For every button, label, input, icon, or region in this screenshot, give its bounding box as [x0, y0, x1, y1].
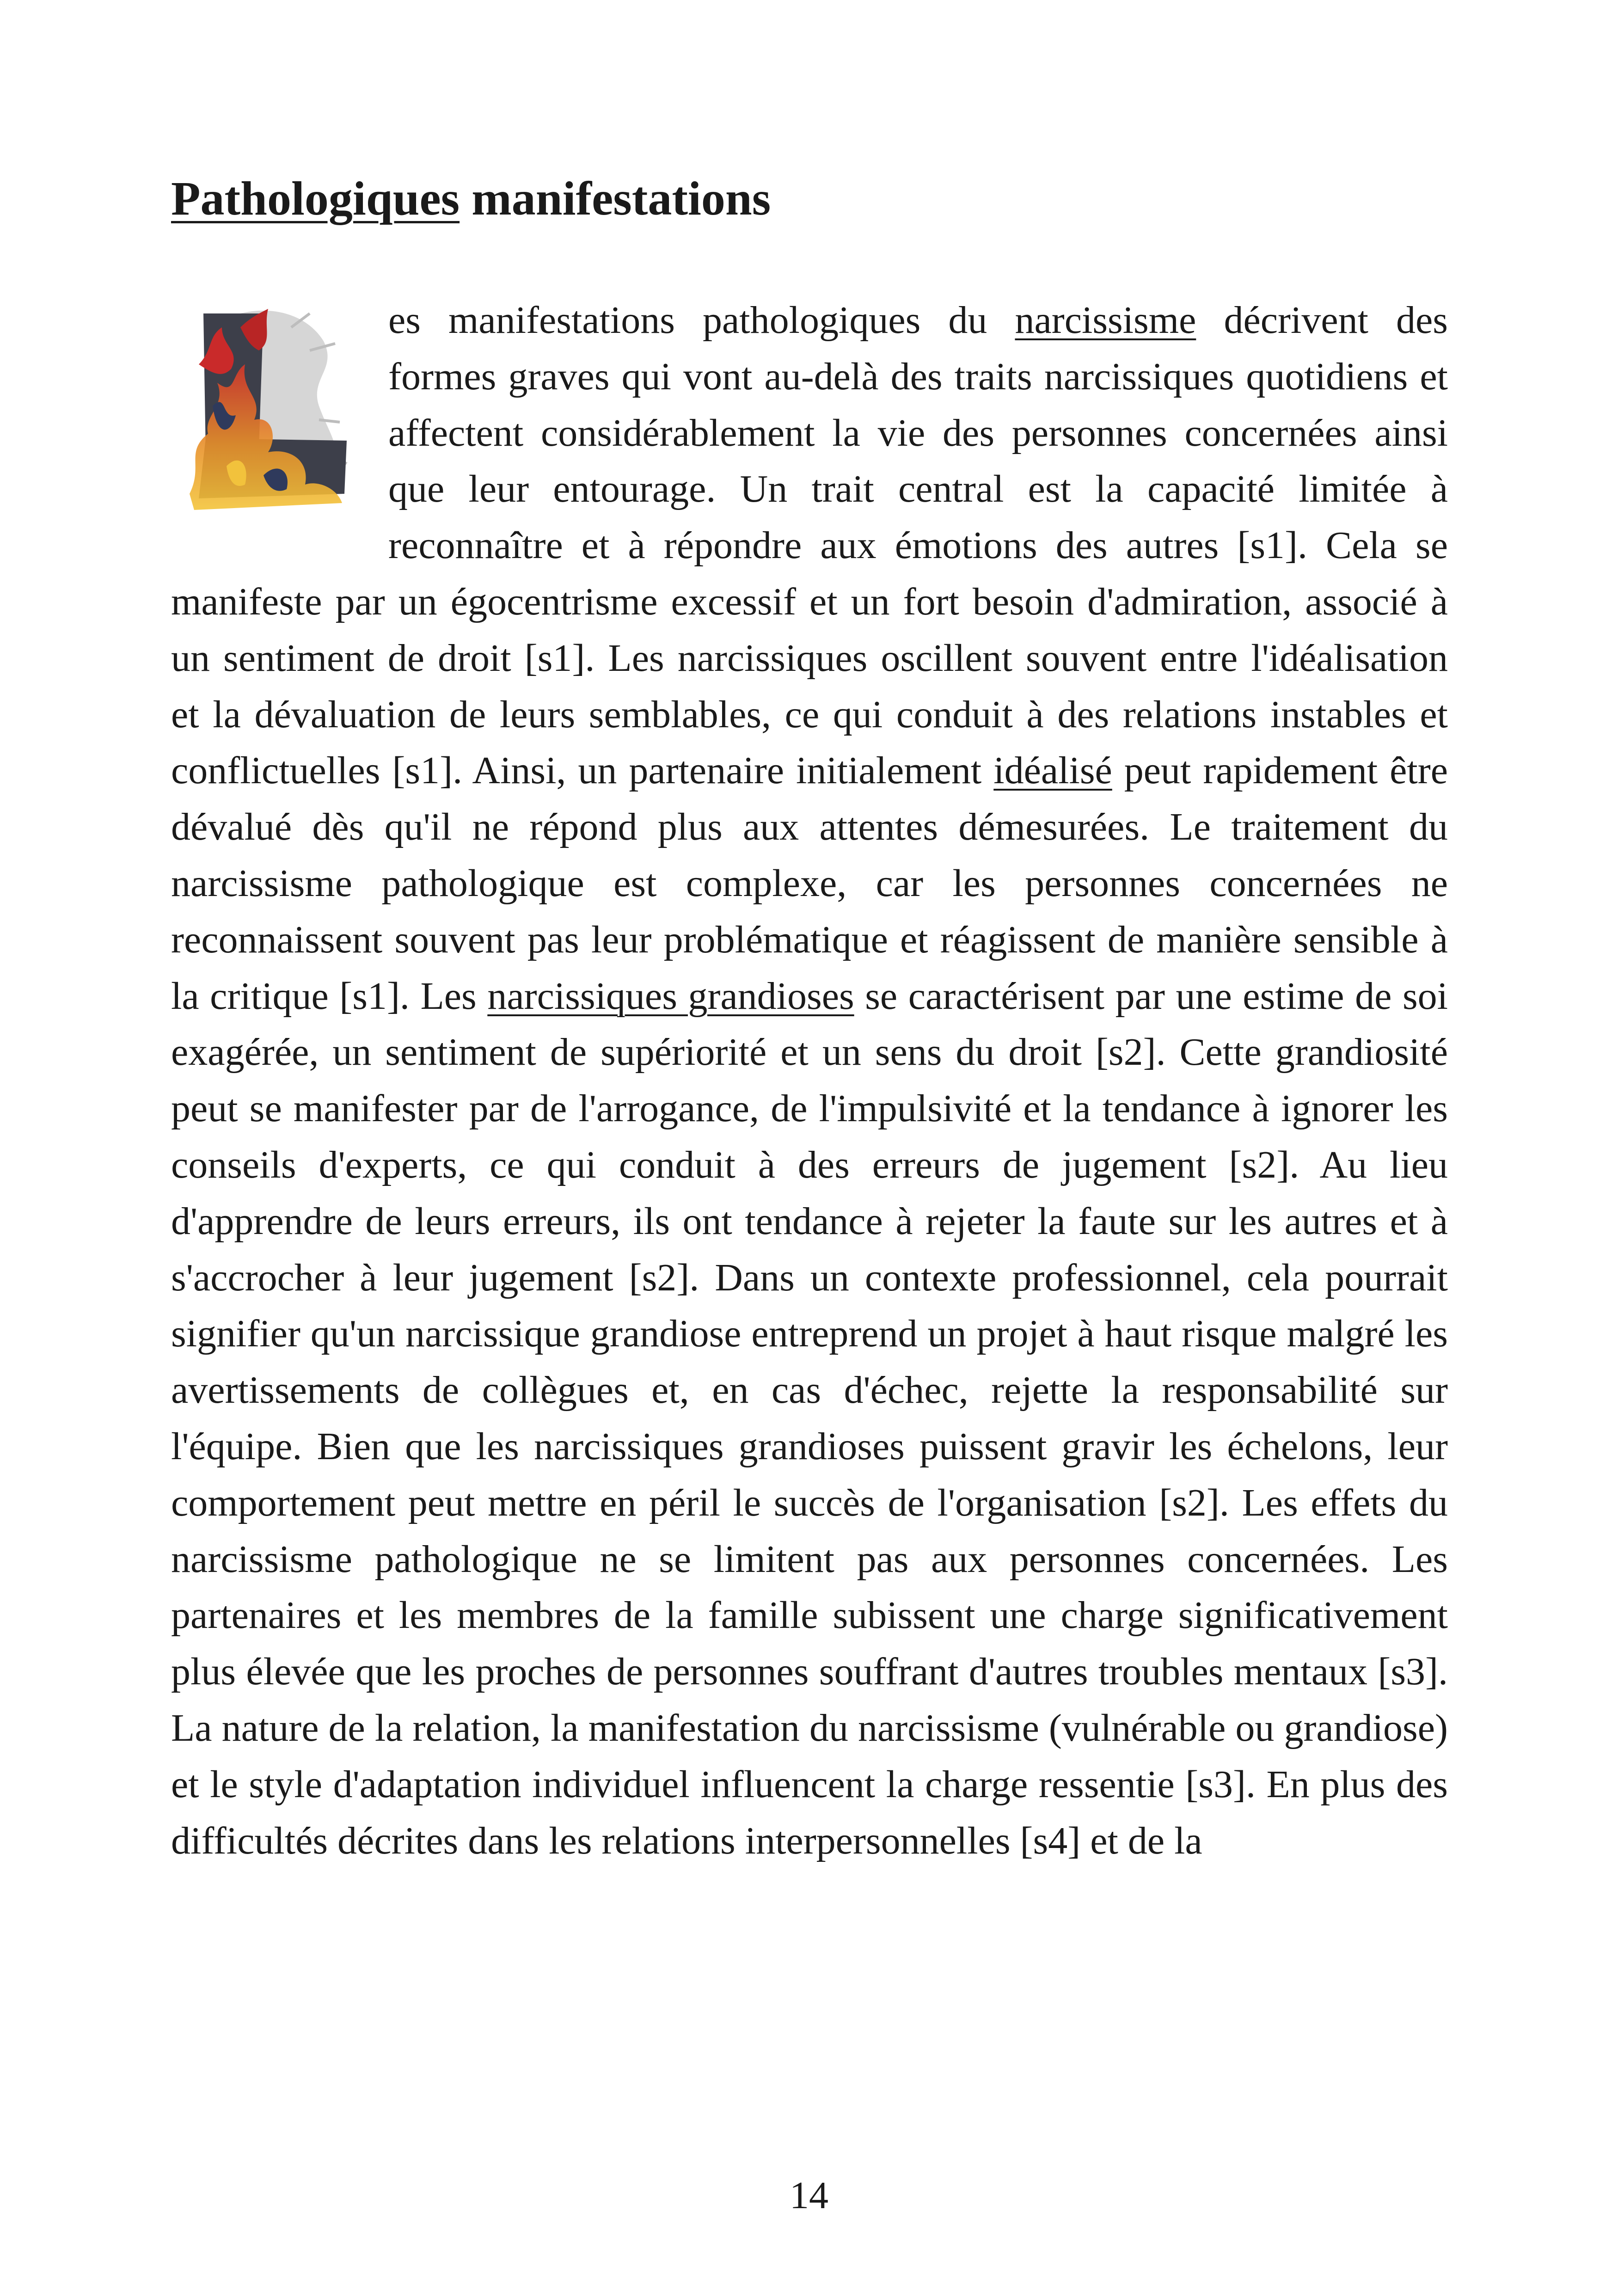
dropcap-letter-image [171, 300, 356, 519]
body-segment: décrivent des formes graves qui vont au-delà des traits narcissiques quotidiens et affectent considérablement la vie des personnes concernées ainsi que leur entourage. Un trait central est la capacité limitée à reconnaître et à répondre aux émotions des autres [s1]. Cela se manifeste par un égocentrisme excessif et un fort besoin d'admiration, associé à un sentiment de droit [s1]. Les narcissiques oscillent souvent entre l'idéalisation et la dévaluation de leurs semblables, ce qui conduit à des relations instables et conflictuelles [s1]. Ainsi, un partenaire initialement [171, 299, 1448, 792]
term-idealise: idéalisé [993, 749, 1112, 792]
body-segment: peut rapidement être dévalué dès qu'il ne répond plus aux attentes démesurées. Le traitement du narcissisme pathologique est complexe, car les personnes concernées ne reconnaissent souvent pas leur problématique et réagissent de manière sensible à la critique [s1]. Les [171, 749, 1448, 1018]
page-title [171, 171, 771, 226]
page-number: 14 [790, 2174, 828, 2217]
body-paragraph [171, 292, 1448, 1869]
title-underlined-word: Pathologiques [171, 172, 460, 225]
body-segment: es manifestations pathologiques du [388, 299, 1015, 342]
title-rest: manifestations [460, 172, 771, 225]
body-segment: se caractérisent par une estime de soi exagérée, un sentiment de supériorité et un sens du droit [s2]. Cette grandiosité peut se manifester par de l'arrogance, de l'impulsivité et la tendance à ignorer les conseils d'experts, ce qui conduit à des erreurs de jugement [s2]. Au lieu d'apprendre de leurs erreurs, ils ont tendance à rejeter la faute sur les autres et à s'accrocher à leur jugement [s2]. Dans un contexte professionnel, cela pourrait signifier qu'un narcissique grandiose entreprend un projet à haut risque malgré les avertissements de collègues et, en cas d'échec, rejette la responsabilité sur l'équipe. Bien que les narcissiques grandioses puissent gravir les échelons, leur comportement peut mettre en péril le succès de l'organisation [s2]. Les effets du narcissisme pathologique ne se limitent pas aux personnes concernées. Les partenaires et les membres de la famille subissent une charge significativement plus élevée que les proches de personnes souffrant d'autres troubles mentaux [s3]. La nature de la relation, la manifestation du narcissisme (vulnérable ou grandiose) et le style d'adaptation individuel influencent la charge ressentie [s3]. En plus des difficultés décrites dans les relations interpersonnelles [s4] et de la [171, 974, 1448, 1862]
term-narcissiques-grandioses: narcissiques grandioses [487, 974, 854, 1018]
term-narcissisme: narcissisme [1015, 299, 1196, 342]
